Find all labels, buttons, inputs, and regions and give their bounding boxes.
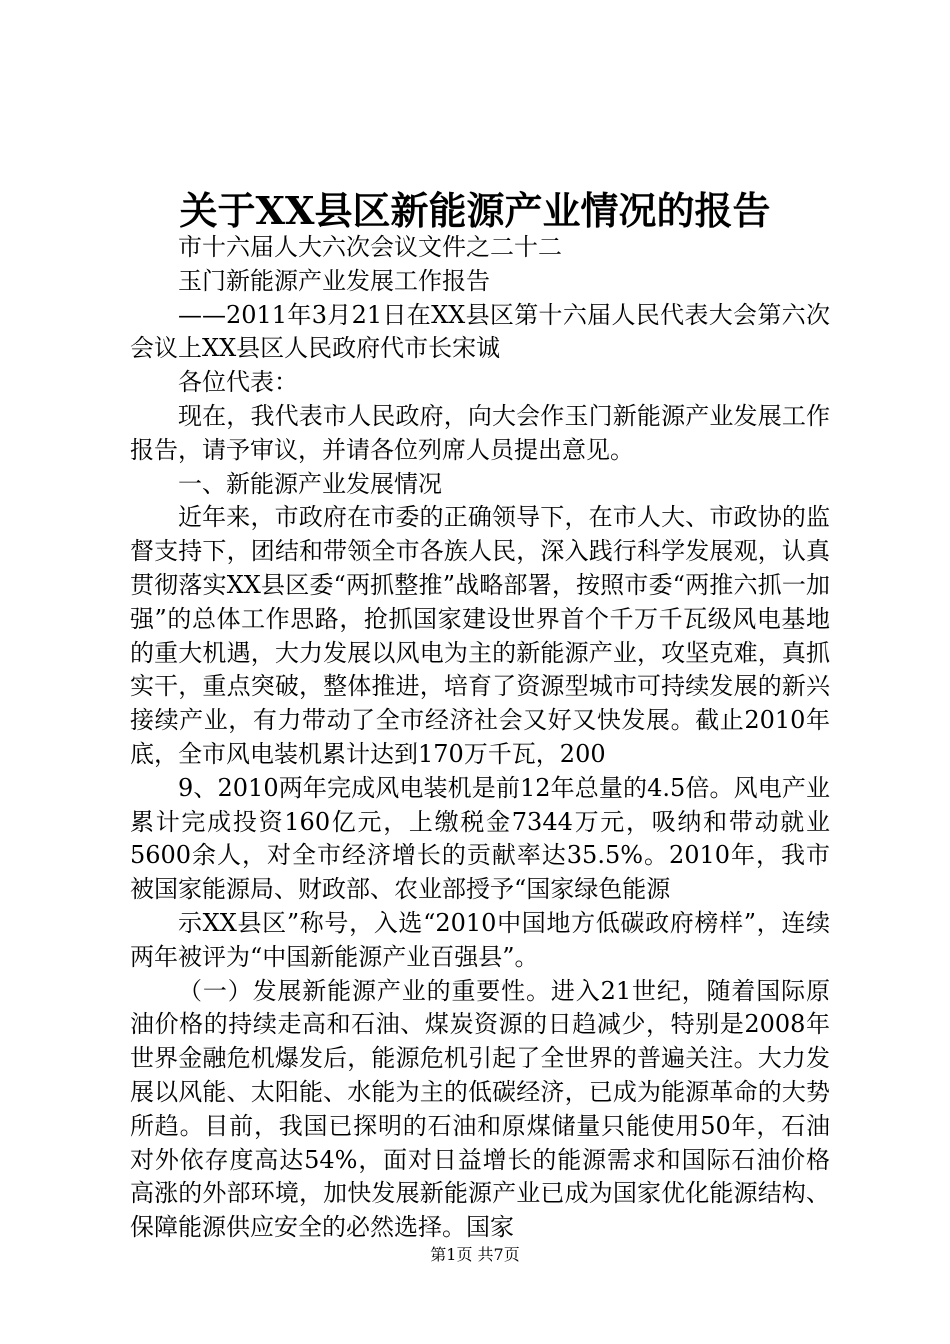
paragraph-development-overview: 近年来，市政府在市委的正确领导下，在市人大、市政协的监督支持下，团结和带领全市各族人民，深入践行科学发展观，认真贯彻落实XX县区委“两抓整推”战略部署，按照市委“两推六抓一加强”的总体工作思路，抢抓国家建设世界首个千万千瓦级风电基地的重大机遇，大力发展以风电为主的新能源产业，攻坚克难，真抓实干，重点突破，整体推进，培育了资源型城市可持续发展的新兴接续产业，有力带动了全市经济社会又好又快发展。截止2010年底，全市风电装机累计达到170万千瓦，200: [130, 503, 830, 768]
paragraph-file-number: 市十六届人大六次会议文件之二十二: [178, 233, 562, 261]
paragraph-salutation: 各位代表：: [178, 368, 298, 397]
paragraph-investment-results: 9、2010两年完成风电装机是前12年总量的4.5倍。风电产业累计完成投资160亿元，上缴税金7344万元，吸纳和带动就业5600余人，对全市经济增长的贡献率达35.5%。2010年，我市被国家能源局、财政部、农业部授予“国家绿色能源: [130, 773, 830, 904]
paragraph-honors: 示XX县区”称号，入选“2010中国地方低碳政府榜样”，连续两年被评为“中国新能源产业百强县”。: [130, 908, 830, 971]
paragraph-importance: （一）发展新能源产业的重要性。进入21世纪，随着国际原油价格的持续走高和石油、煤炭资源的日趋减少，特别是2008年世界金融危机爆发后，能源危机引起了全世界的普遍关注。大力发展以风能、太阳能、水能为主的低碳经济，已成为能源革命的大势所趋。目前，我国已探明的石油和原煤储量只能使用50年，石油对外依存度高达54%，面对日益增长的能源需求和国际石油价格高涨的外部环境，加快发展新能源产业已成为国家优化能源结构、保障能源供应安全的必然选择。国家: [130, 976, 830, 1242]
paragraph-speech-info: ——2011年3月21日在XX县区第十六届人民代表大会第六次会议上XX县区人民政府代市长宋诚: [130, 300, 830, 363]
document-title: 关于XX县区新能源产业情况的报告: [179, 188, 771, 233]
section-heading-1: 一、新能源产业发展情况: [178, 469, 442, 498]
paragraph-report-name: 玉门新能源产业发展工作报告: [178, 266, 490, 295]
page-number-footer: 第1页 共7页: [430, 1245, 520, 1264]
document-body: [130, 231, 830, 1245]
paragraph-opening: 现在，我代表市人民政府，向大会作玉门新能源产业发展工作报告，请予审议，并请各位列席人员提出意见。: [130, 401, 830, 464]
